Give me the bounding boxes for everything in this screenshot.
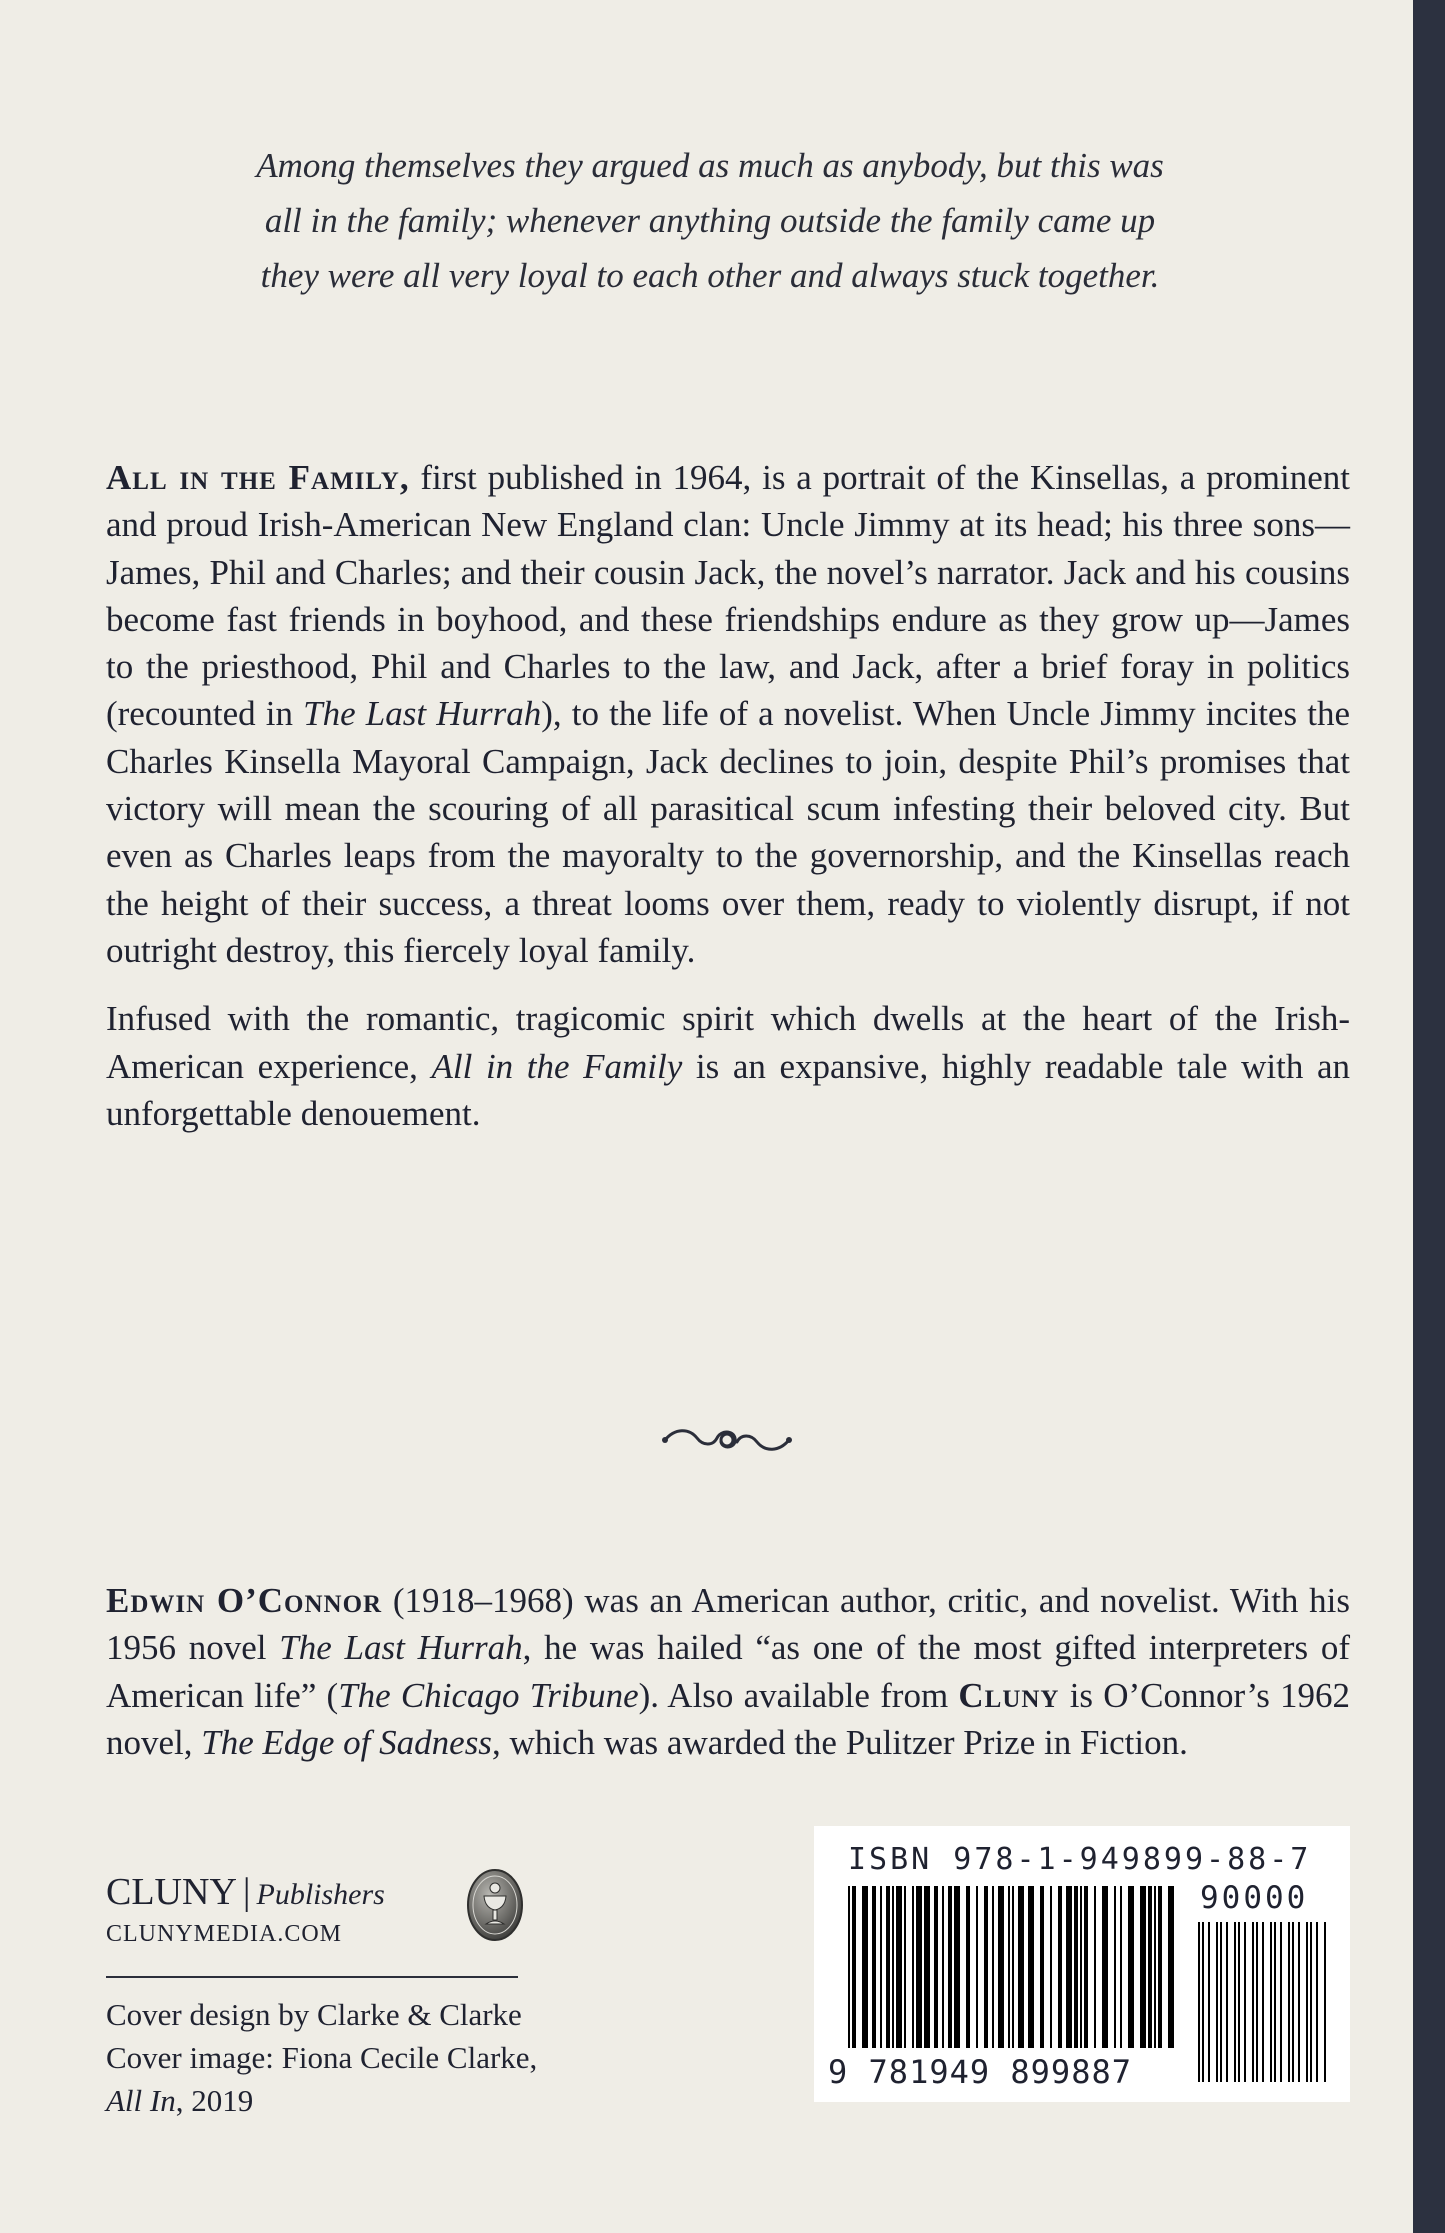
barcode-bar bbox=[984, 1886, 988, 2048]
ean-number: 9 781949 899887 bbox=[828, 2053, 1132, 2091]
barcode-bar bbox=[934, 1886, 938, 2048]
barcode-bar bbox=[1058, 1886, 1062, 2048]
fleuron-ornament-icon bbox=[661, 1420, 793, 1460]
barcode-bar bbox=[1040, 1886, 1044, 2048]
epigraph-line: all in the family; whenever anything outside the family came up bbox=[264, 201, 1156, 240]
barcode-bar bbox=[942, 1886, 944, 2048]
barcode-bar bbox=[1310, 1922, 1312, 2082]
barcode-bar bbox=[1008, 1886, 1010, 2048]
barcode-bar bbox=[1128, 1886, 1134, 2048]
cover-image-credit: Cover image: Fiona Cecile Clarke, bbox=[106, 2040, 538, 2075]
barcode-bar bbox=[1084, 1886, 1088, 2048]
price-addon-number: 90000 bbox=[1200, 1880, 1309, 1916]
author-bio: Edwin O’Connor (1918–1968) was an American author, critic, and novelist. With his 1956 novel The Last Hurrah, he was hailed “as one of the most gifted interpreters of American life” (The Chicago Tribune). Also available from Cluny is O’Connor’s 1962 novel, The Edge of Sadness, which was awarded the Pulitzer Prize in Fiction. bbox=[106, 1581, 1351, 1762]
barcode-bar bbox=[904, 1886, 906, 2048]
barcode-bar bbox=[1094, 1886, 1096, 2048]
barcode-bar bbox=[916, 1886, 922, 2048]
barcode-bar bbox=[1102, 1886, 1108, 2048]
epigraph-line: Among themselves they argued as much as anybody, but this was bbox=[256, 146, 1164, 185]
publisher-url: CLUNYMEDIA.COM bbox=[106, 1921, 342, 1947]
barcode-bar bbox=[992, 1886, 994, 2048]
barcode-bar bbox=[1168, 1886, 1174, 2048]
barcode-bar bbox=[848, 1886, 850, 2048]
cover-image-work: All In, 2019 bbox=[106, 2083, 254, 2118]
publisher-name: CLUNY bbox=[106, 1871, 237, 1913]
book-title-italic: The Edge of Sadness bbox=[201, 1722, 492, 1762]
barcode-bar bbox=[1080, 1886, 1082, 2048]
barcode-bar bbox=[1288, 1922, 1290, 2082]
publisher-word: Publishers bbox=[256, 1878, 385, 1911]
barcode-bar bbox=[1114, 1886, 1116, 2048]
barcode-bar bbox=[1074, 1886, 1078, 2048]
barcode-bar bbox=[1306, 1922, 1308, 2082]
publisher-separator: | bbox=[242, 1871, 251, 1913]
barcode-bar bbox=[1208, 1922, 1210, 2082]
book-description bbox=[106, 454, 1350, 1137]
barcode-bar bbox=[896, 1886, 902, 2048]
barcode-bar bbox=[1298, 1922, 1300, 2082]
barcode-bar bbox=[872, 1886, 876, 2048]
publisher-block bbox=[106, 1870, 522, 1948]
barcode-bar bbox=[976, 1886, 978, 2048]
barcode-bar bbox=[1244, 1922, 1246, 2082]
barcode-bar bbox=[924, 1886, 930, 2048]
barcode-bar bbox=[912, 1886, 914, 2048]
barcode-bar bbox=[1012, 1886, 1014, 2048]
cover-design-credit: Cover design by Clarke & Clarke bbox=[106, 1997, 522, 2032]
spine-edge-strip bbox=[1413, 0, 1445, 2233]
isbn-barcode bbox=[814, 1826, 1350, 2102]
epigraph-quote bbox=[150, 138, 1270, 303]
barcode-bar bbox=[1120, 1886, 1122, 2048]
barcode-bar bbox=[1198, 1922, 1200, 2082]
book-title-italic: All in the Family bbox=[431, 1046, 683, 1086]
cover-credits bbox=[106, 1993, 666, 2122]
barcode-bar bbox=[1158, 1886, 1162, 2048]
barcode-bar bbox=[1280, 1922, 1282, 2082]
barcode-bar bbox=[1262, 1922, 1264, 2082]
barcode-bar bbox=[1252, 1922, 1254, 2082]
barcode-bar bbox=[1028, 1886, 1034, 2048]
publisher-divider bbox=[106, 1976, 518, 1978]
barcode-bar bbox=[1274, 1922, 1276, 2082]
barcode-bar bbox=[948, 1886, 952, 2048]
barcode-bar bbox=[1238, 1922, 1240, 2082]
publisher-name-line bbox=[106, 1870, 522, 1917]
barcode-bar bbox=[998, 1886, 1004, 2048]
barcode-bar bbox=[1220, 1922, 1222, 2082]
book-title-italic: The Last Hurrah bbox=[279, 1628, 523, 1668]
barcode-bar bbox=[954, 1886, 960, 2048]
barcode-bar bbox=[1050, 1886, 1052, 2048]
barcode-bar bbox=[966, 1886, 970, 2048]
description-paragraph-2: Infused with the romantic, tragicomic spirit which dwells at the heart of the Irish-American experience, All in the Family is an expansive, highly readable tale with an unforgettable denouement. bbox=[106, 999, 1350, 1133]
barcode-bar bbox=[1292, 1922, 1294, 2082]
barcode-bar bbox=[1256, 1922, 1258, 2082]
related-book-title: The Last Hurrah bbox=[303, 694, 542, 734]
book-title-smallcaps: All in the Family, bbox=[106, 458, 410, 497]
epigraph-line: they were all very loyal to each other and always stuck together. bbox=[260, 256, 1160, 295]
barcode-bar bbox=[1202, 1922, 1204, 2082]
chalice-seal-icon bbox=[466, 1868, 524, 1942]
barcode-bar bbox=[1154, 1886, 1156, 2048]
barcode-bar bbox=[1148, 1886, 1152, 2048]
barcode-bar bbox=[852, 1886, 856, 2048]
barcode-bar bbox=[1226, 1922, 1228, 2082]
barcode-bar bbox=[1234, 1922, 1236, 2082]
author-name: Edwin O’Connor bbox=[106, 1581, 383, 1620]
barcode-bar bbox=[1324, 1922, 1326, 2082]
barcode-bar bbox=[880, 1886, 882, 2048]
barcode-bar bbox=[1216, 1922, 1218, 2082]
barcode-bar bbox=[862, 1886, 868, 2048]
barcode-bar bbox=[1316, 1922, 1318, 2082]
publisher-name-smallcaps: Cluny bbox=[958, 1675, 1060, 1715]
barcode-bar bbox=[1066, 1886, 1072, 2048]
isbn-number: ISBN 978-1-949899-88-7 bbox=[848, 1842, 1312, 1877]
newspaper-title: The Chicago Tribune bbox=[338, 1675, 639, 1715]
barcode-bar bbox=[1270, 1922, 1272, 2082]
barcode-bar bbox=[886, 1886, 890, 2048]
barcode-bar bbox=[1018, 1886, 1024, 2048]
description-paragraph-1: All in the Family, first published in 1964, is a portrait of the Kinsellas, a prominent and proud Irish-American New England clan: Uncle Jimmy at its head; his three sons—James, Phil and Charles; and their cousin Jack, the novel’s narrator. Jack and his cousins become fast friends in boyhood, and these friendships endure as they grow up—James to the priesthood, Phil and Charles to the law, and Jack, after a brief foray in politics (recounted in The Last Hurrah), to the life of a novelist. When Uncle Jimmy incites the Charles Kinsella Mayoral Campaign, Jack declines to join, despite Phil’s promises that victory will mean the scouring of all parasitical scum infesting their beloved city. But even as Charles leaps from the mayoralty to the governorship, and the Kinsellas reach the height of their success, a threat looms over them, ready to violently disrupt, if not outright destroy, this fiercely loyal family. bbox=[106, 458, 1350, 970]
barcode-bar bbox=[892, 1886, 894, 2048]
barcode-bar bbox=[1140, 1886, 1146, 2048]
